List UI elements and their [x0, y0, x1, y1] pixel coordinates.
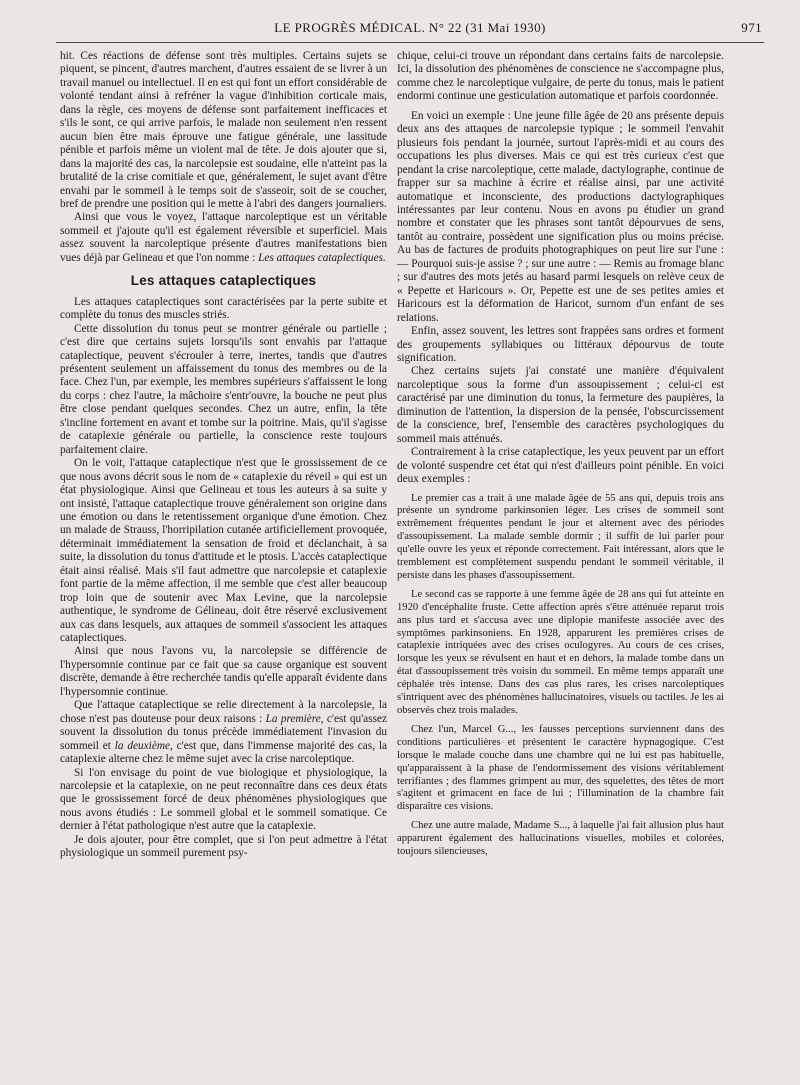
emphasis: la deuxième [114, 739, 171, 752]
paragraph: Si l'on envisage du point de vue biologique et physiologique, la narcolepsie et la cataplexie, on ne peut reconnaître dans ces deux états que le grossissement forcé de deux phénomènes physiologiques que nous avons étudiés : Le sommeil global et le sommeil somatique. Ce dernier à l'état pathologique n'est autre que la cataplexie. [60, 766, 387, 833]
paragraph: En voici un exemple : Une jeune fille âgée de 20 ans présente depuis deux ans des attaques de narcolepsie typique ; le sommeil l'envahit plusieurs fois pendant la journée, surtout l'après-midi et au cours des occupations les plus diverses. Mais ce qui est très curieux c'est que pendant la crise narcoleptique, cette malade, dactylographe, continue de frapper sur sa machine à écrire et réalise ainsi, par une activité automatique et inconsciente, des productions dactylographiques intéressantes par leur contenu. Nous en avons pu étudier un grand nombre et constater que les phrases sont tantôt dépourvues de sens, tantôt au contraire, possèdent une signification plus ou moins précise. Au bas de factures de produits photographiques on peut lire sur l'une : — Pourquoi suis-je assise ? ; sur une autre : — Remis au fromage blanc ; sur d'autres des mots jetés au hasard parmi lesquels on relève ceux de « Pepette et Haricours ». Or, Pepette est une de ses petites amies et Haricours est la déformation de Haricot, surnom d'un enfant de ses relations. [397, 109, 724, 324]
case-paragraph: Chez une autre malade, Madame S..., à laquelle j'ai fait allusion plus haut apparurent également des hallucinations visuelles, mobiles et colorées, toujours silencieuses, [397, 820, 724, 858]
paragraph [60, 211, 387, 265]
page-number: 971 [741, 20, 762, 35]
running-header [58, 16, 762, 42]
paragraph: Contrairement à la crise cataplectique, les yeux peuvent par un effort de volonté suspendre cet état qui n'est d'ailleurs point pénible. En voici deux exemples : [397, 446, 724, 486]
paragraph: hit. Ces réactions de défense sont très multiples. Certains sujets se piquent, se pincent, d'autres marchent, d'autres essaient de se livrer à un travail manuel ou intellectuel. Il en est qui font un effort considérable de volonté tendant ainsi à refréner la vague d'inhibition corticale mais, dans la règle, ces moyens de défense sont parfaitement inefficaces et s'ils le sont, ce qui arrive parfois, le malade non seulement n'en ressent aucun bien être mais éprouve une fatigue générale, une lassitude pénible et parfois même un violent mal de tête. Je dois ajouter que si, dans la majorité des cas, la narcolepsie est soudaine, elle n'atteint pas la brutalité de la crise comitiale et que, généralement, le sujet avant d'être envahi par le sommeil à le temps soit de s'asseoir, soit de se coucher, bref de prendre une position qui le mette à l'abri des dangers journaliers. [60, 50, 387, 210]
paragraph: Je dois ajouter, pour être complet, que si l'on peut admettre à l'état physiologique un sommeil purement psy- [60, 833, 387, 860]
header-rule [56, 42, 764, 43]
case-paragraph: Le second cas se rapporte à une femme âgée de 28 ans qui fut atteinte en 1920 d'encéphalite fruste. Cette affection après s'être atténuée reparut trois ans plus tard et s'accusa avec une diplopie manifeste associée avec des symptômes parkinsoniens. En 1928, apparurent les premières crises de cataplexie intriquées avec des crises oculogyres. Au cours de ces crises, lorsque les yeux se révulsent en haut et en dehors, la malade tombe dans un état d'assoupissement très voisin du sommeil. En même temps apparaît une céphalée très intense. Dans des cas plus rares, les crises narcoleptiques s'intriquent avec des phénomènes hallucinatoires, visuels ou tactiles. Je les ai observés chez trois malades. [397, 588, 724, 716]
paragraph: Ainsi que nous l'avons vu, la narcolepsie se différencie de l'hypersomnie continue par ce fait que sa cause organique est souvent discrète, demande à être recherchée tandis qu'elle apparaît évidente dans l'hypersomnie continue. [60, 645, 387, 698]
emphasis: Les attaques cataplectiques. [258, 251, 386, 264]
paragraph-text: , c'est que, dans l'immense majorité des cas, la cataplexie alterne chez le même sujet avec la crise narcoleptique. [60, 739, 388, 766]
paragraph: Les attaques cataplectiques sont caractérisées par la perte subite et complète du tonus des muscles striés. [60, 295, 387, 322]
paragraph-text: Que l'attaque cataplectique se relie directement à la narcolepsie, la chose n'est pas douteuse pour deux raisons : [60, 699, 387, 725]
right-column [397, 50, 724, 859]
paragraph-text: , c'est qu'assez souvent la dissolution du tonus précède immédiatement l'invasion du sommeil et [60, 712, 387, 752]
paragraph: Chez certains sujets j'ai constaté une manière d'équivalent narcoleptique sous la forme d'un assoupissement ; celui-ci est caractérisé par une diminution du tonus, la fermeture des paupières, la diminution de l'attention, la dispersion de la pensée, l'obscurcissement de la conscience, bref, l'ensemble des caractères psychologiques du sommeil mais atténués. [397, 365, 724, 445]
paragraph: Cette dissolution du tonus peut se montrer générale ou partielle ; c'est dire que certains sujets lorsqu'ils sont envahis par l'attaque cataplectique, peuvent s'écrouler à terre, inertes, tandis que d'autres présentent seulement un affaissement du tonus des membres ou de la face. Chez l'un, par exemple, les membres supérieurs s'affaissent le long du corps : chez l'autre, la mâchoire s'entr'ouvre, la bouche ne peut plus être close pendant quelques secondes. Chez un autre, enfin, la tête s'incline fortement en avant et tombe sur la poitrine. Mais, qu'il s'agisse de cataplexie générale ou partielle, la conscience reste toujours parfaitement claire. [60, 322, 387, 456]
section-heading: Les attaques cataplectiques [130, 273, 317, 289]
journal-title: LE PROGRÈS MÉDICAL. N° 22 (31 Mai 1930) [274, 20, 546, 35]
paragraph: Enfin, assez souvent, les lettres sont frappées sans ordres et forment des groupements syllabiques ou littéraux dépourvus de toute signification. [397, 325, 724, 364]
case-paragraph: Chez l'un, Marcel G..., les fausses perceptions surviennent dans des conditions particulières et présentent le caractère hypnagogique. C'est lorsque le malade couche dans une chambre qui ne lui est pas habituelle, qu'apparaissent à la phase de l'endormissement des visions véritablement terrifiantes ; des flammes grimpent au mur, des squelettes, des têtes de mort s'agitent et grimacent en face de lui ; l'illumination de la chambre fait disparaître ces visions. [397, 723, 724, 813]
paragraph: chique, celui-ci trouve un répondant dans certains faits de narcolepsie. Ici, la dissolution des phénomènes de conscience ne s'accompagne plus, comme chez le narcoleptique vulgaire, de perte du tonus, mais le patient endormi continue une gesticulation automatique et parfois coordonnée. [397, 50, 724, 103]
emphasis: La première [265, 712, 321, 725]
paragraph: On le voit, l'attaque cataplectique n'est que le grossissement de ce que nous avons décrit sous le nom de « cataplexie du réveil » qui est un état physiologique. Ainsi que Gelineau et tous les auteurs à sa suite y ont insisté, l'attaque cataplectique trouve généralement son origine dans une émotion ou dans le retentissement organique d'une émotion. Chez un malade de Strauss, l'horripilation cutanée artificiellement provoquée, déterminait immédiatement la sensation de froid et déclanchait, à sa suite, la dissolution du tonus d'attitude et le ptosis. L'accès cataplectique était ainsi réalisé. Mais s'il faut admettre que narcolepsie et cataplexie font partie de la même affection, il me semble que c'est aller beaucoup trop loin que de soutenir avec Max Levine, que la narcolepsie authentique, le syndrome de Gélineau, doit être réservé exclusivement aux cas dans lesquels, aux attaques de sommeil s'associent les attaques cataplectiques. [60, 457, 387, 645]
case-paragraph: Le premier cas a trait à une malade âgée de 55 ans qui, depuis trois ans présente un syndrome parkinsonien léger. Les crises de sommeil sont extrêmement fréquentes pendant le jour et alternent avec des périodes d'assoupissement. La malade semble dormir ; il suffit de lui parler pour qu'elle ouvre les yeux et réponde correctement. Fait intéressant, alors que le tremblement est complètement suspendu pendant le sommeil véritable, il persiste dans les phases d'assoupissement. [397, 492, 724, 581]
paragraph [60, 699, 387, 766]
left-column [60, 50, 387, 861]
paragraph-text: Ainsi que vous le voyez, l'attaque narcoleptique est un véritable sommeil et j'ajoute qu'il est également réversible et superficiel. Mais assez souvent la narcoleptique présente d'autres manifestations bien vues déjà par Gelineau et que l'on nomme : [60, 211, 387, 264]
